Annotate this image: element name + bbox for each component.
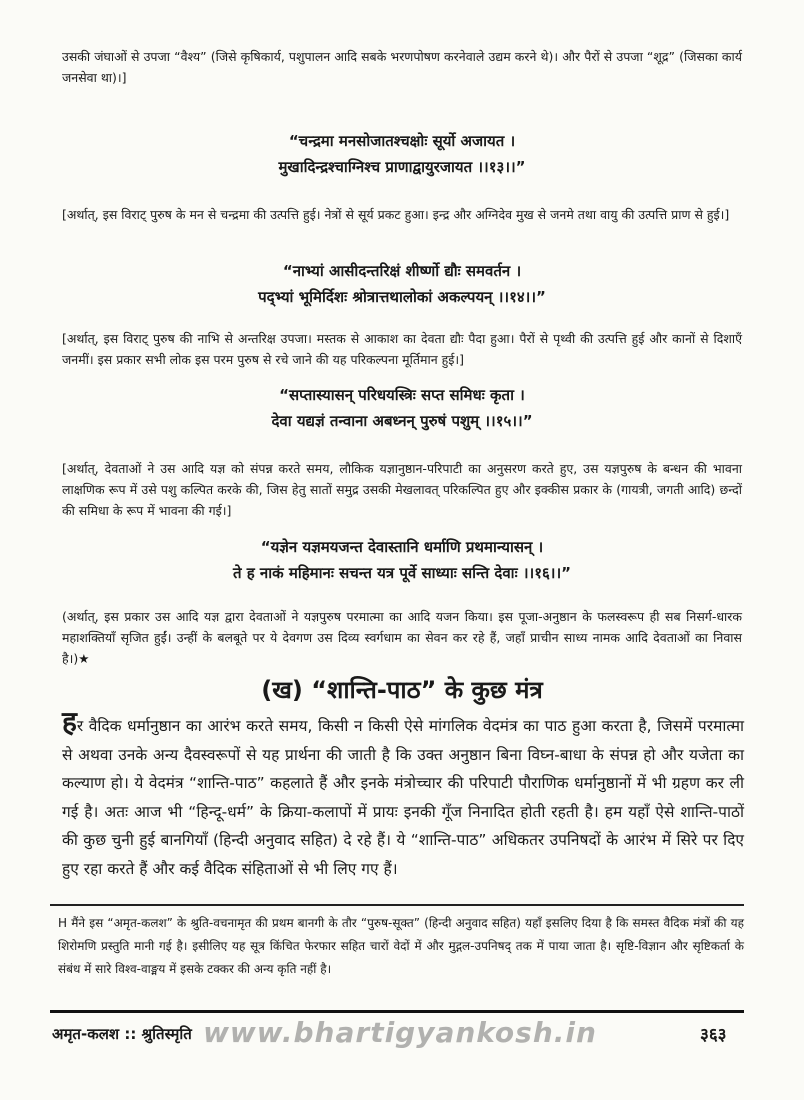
footnote-divider [50,904,744,906]
verse-line: ते ह नाकं महिमानः सचन्त यत्र पूर्वे साध्याः सन्ति देवाः ।।१६।।” [232,564,572,582]
verse-line: मुखादिन्द्रश्चाग्निश्च प्राणाद्वायुरजायत ।।१३।।” [278,158,526,176]
verse-16 [0,534,804,586]
section-body-text: र वैदिक धर्मानुष्ठान का आरंभ करते समय, किसी न किसी ऐसे मांगलिक वेदमंत्र का पाठ हुआ करता है, जिसमें परमात्मा से अथवा उनके अन्य दैवस्वरूपों से यह प्रार्थना की जाती है कि उक्त अनुष्ठान बिना विघ्न-बाधा के संपन्न हो और यजेता का कल्याण हो। ये वेदमंत्र “शान्ति-पाठ” कहलाते हैं और इनके मंत्रोच्चार की परिपाटी पौराणिक धर्मानुष्ठानों में भी ग्रहण कर ली गई है। अतः आज भी “हिन्दू-धर्म” के क्रिया-कलापों में प्रायः इनकी गूँज निनादित होती रहती है। हम यहाँ ऐसे शान्ति-पाठों की कुछ चुनी हुई बानगियाँ (हिन्दी अनुवाद सहित) दे रहे हैं। ये “शान्ति-पाठ” अधिकतर उपनिषदों के आरंभ में सिरे पर दिए हुए रहा करते हैं और कई वैदिक संहिताओं से भी लिए गए हैं। [62,717,744,878]
section-heading: (ख) “शान्ति-पाठ” के कुछ मंत्र [261,676,543,704]
drop-cap: ह [62,705,77,738]
verse-line: “सप्तास्यासन् परिधयस्त्रिः सप्त समिधः कृता । [279,386,525,404]
footer-divider [50,1010,744,1013]
verse-13 [0,128,804,180]
watermark: www.bhartigyankosh.in [203,1016,597,1049]
section-body [62,705,744,883]
verse-meaning: [अर्थात्, इस विराट् पुरुष की नाभि से अन्तरिक्ष उपजा। मस्तक से आकाश का देवता द्यौः पैदा हुआ। पैरों से पृथ्वी की उत्पत्ति हुई और कानों से दिशाएँ जनमीं। इस प्रकार सभी लोक इस परम पुरुष से रचे जाने की यह परिकल्पना मूर्तिमान हुई।] [62,331,742,367]
verse-meaning: [अर्थात्, देवताओं ने उस आदि यज्ञ को संपन्न करते समय, लौकिक यज्ञानुष्ठान-परिपाटी का अनुसरण करते हुए, उस यज्ञपुरुष के बन्धन की भावना लाक्षणिक रूप में उसे पशु कल्पित करके की, जिस हेतु सातों समुद्र उसकी मेखलावत् परिकल्पित हुए और इक्कीस प्रकार के (गायत्री, जगती आदि) छन्दों की समिधा के रूप में भावना की गई।] [62,461,742,518]
intro-paragraph: उसकी जंघाओं से उपजा “वैश्य” (जिसे कृषिकार्य, पशुपालन आदि सबके भरणपोषण करनेवाले उद्यम करने थे)। और पैरों से उपजा “शूद्र” (जिसका कार्य जनसेवा था)।] [62,49,742,85]
verse-14 [0,258,804,310]
verse-line: “चन्द्रमा मनसोजातश्चक्षोः सूर्यो अजायत । [288,132,516,150]
book-title: अमृत-कलश :: श्रुतिस्मृति [52,1025,192,1043]
verse-line: “यज्ञेन यज्ञमयजन्त देवास्तानि धर्माणि प्रथमान्यासन् । [260,538,544,556]
verse-meaning: (अर्थात्, इस प्रकार उस आदि यज्ञ द्वारा देवताओं ने यज्ञपुरुष परमात्मा का आदि यजन किया। इस पूजा-अनुष्ठान के फलस्वरूप ही सब निसर्ग-धारक महाशक्तियाँ सृजित हुईं। उन्हीं के बलबूते पर ये देवगण उस दिव्य स्वर्गधाम का सेवन कर रहे हैं, जहाँ प्राचीन साध्य नामक आदि देवताओं का निवास है।)★ [62,609,742,666]
verse-line: पद्भ्यां भूमिर्दिशः श्रोत्रात्तथालोकां अकल्पयन् ।।१४।।” [258,288,546,306]
verse-line: “नाभ्यां आसीदन्तरिक्षं शीर्ष्णो द्यौः समवर्तन । [282,262,522,280]
verse-meaning: [अर्थात्, इस विराट् पुरुष के मन से चन्द्रमा की उत्पत्ति हुई। नेत्रों से सूर्य प्रकट हुआ। इन्द्र और अग्निदेव मुख से जनमे तथा वायु की उत्पत्ति प्राण से हुई।] [62,207,730,222]
verse-line: देवा यद्यज्ञं तन्वाना अबध्नन् पुरुषं पशुम् ।।१५।।” [271,412,533,430]
page-number: ३६३ [700,1025,727,1045]
verse-15 [0,382,804,434]
footnote: H मैंने इस “अमृत-कलश” के श्रुति-वचनामृत की प्रथम बानगी के तौर “पुरुष-सूक्त” (हिन्दी अनुवाद सहित) यहाँ इसलिए दिया है कि समस्त वैदिक मंत्रों की यह शिरोमणि प्रस्तुति मानी गई है। इसीलिए यह सूत्र किंचित फेरफार सहित चारों वेदों में और मुद्गल-उपनिषद् तक में पाया जाता है। सृष्टि-विज्ञान और सृष्टिकर्ता के संबंध में सारे विश्व-वाङ्मय में इसके टक्कर की अन्य कृति नहीं है। [58,916,744,976]
